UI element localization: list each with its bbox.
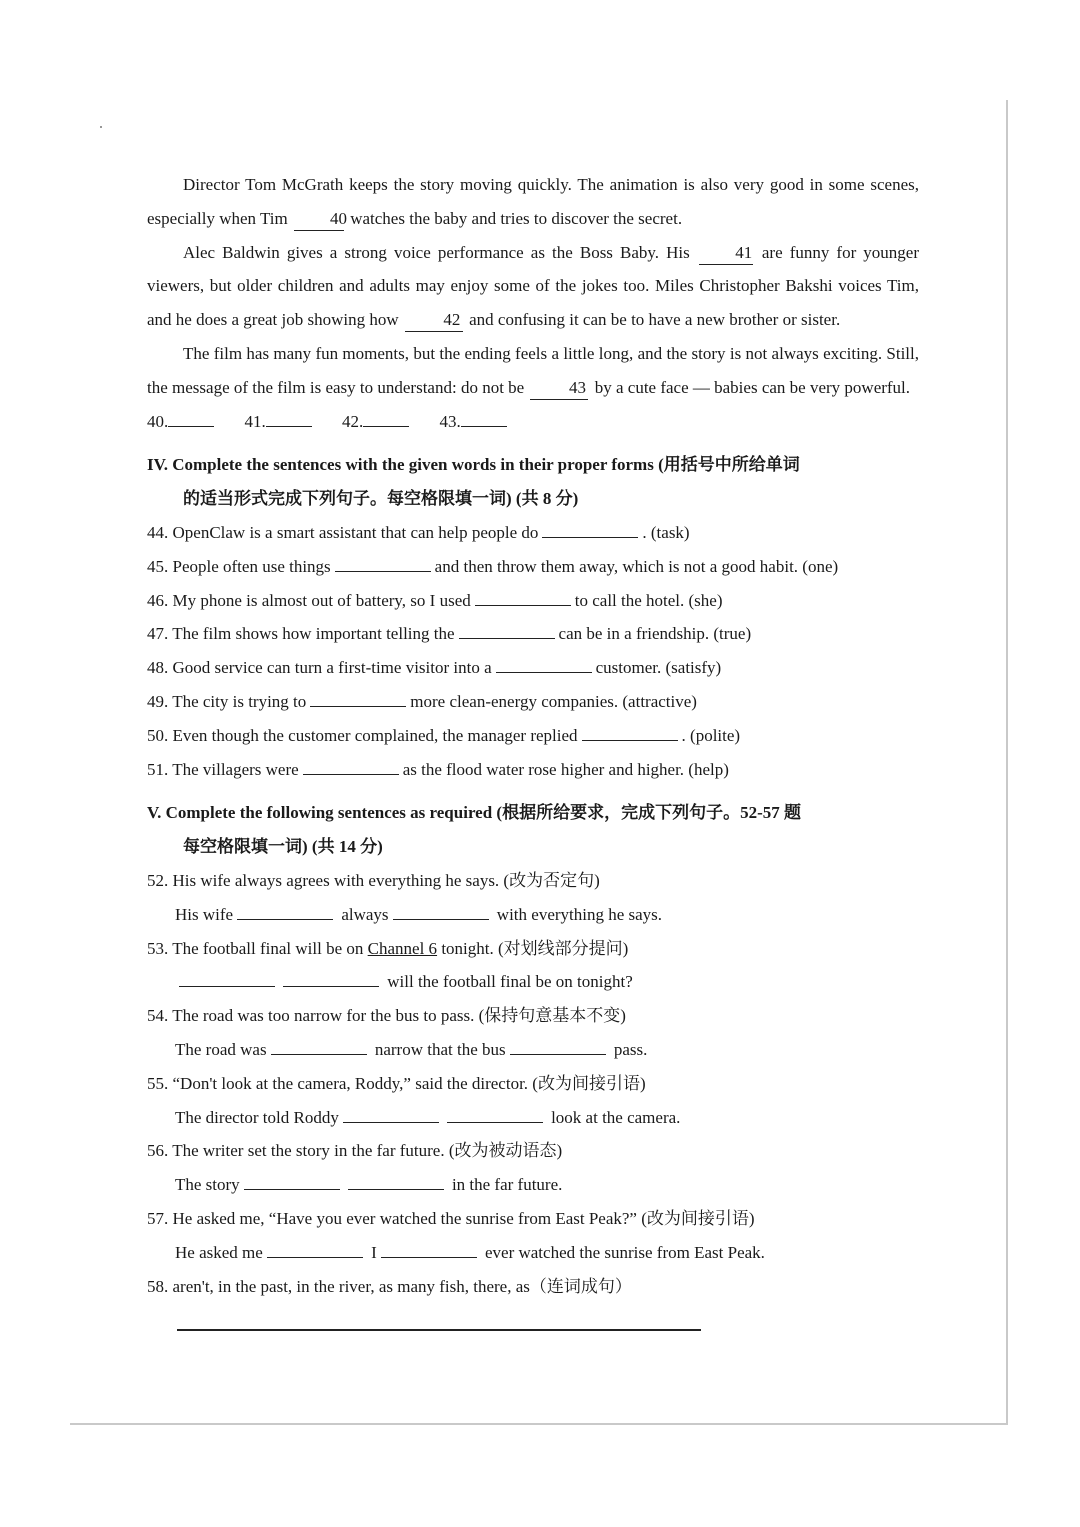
- answer-blank-43[interactable]: [461, 406, 507, 427]
- question-58: 58. aren't, in the past, in the river, as many fish, there, as（连词成句）: [147, 1276, 632, 1296]
- answer-blank[interactable]: [343, 1104, 439, 1123]
- answer-blank[interactable]: [310, 688, 406, 707]
- blank-42: 42: [405, 309, 463, 332]
- scan-speck: [100, 126, 102, 128]
- answer-blank[interactable]: [542, 519, 638, 538]
- answer-blank[interactable]: [348, 1171, 444, 1190]
- answer-blank-41[interactable]: [266, 406, 312, 427]
- question-45: 45. People often use things and then throw them away, which is not a good habit. (one): [147, 550, 919, 584]
- answer-blank[interactable]: [237, 901, 333, 920]
- question-53-answer: will the football final be on tonight?: [147, 965, 919, 999]
- blank-40: 40: [294, 208, 344, 231]
- answer-row: 40. 41. 42. 43.: [147, 405, 919, 439]
- answer-blank-42[interactable]: [363, 406, 409, 427]
- question-53: 53. The football final will be on Channel 6 tonight. (对划线部分提问): [147, 938, 629, 958]
- question-50: 50. Even though the customer complained, the manager replied . (polite): [147, 719, 919, 753]
- answer-blank[interactable]: [244, 1171, 340, 1190]
- exam-page: [147, 168, 919, 1331]
- answer-blank-40[interactable]: [168, 406, 214, 427]
- question-52-answer: His wife always with everything he says.: [147, 898, 919, 932]
- answer-blank[interactable]: [510, 1036, 606, 1055]
- question-57: 57. He asked me, “Have you ever watched the sunrise from East Peak?” (改为间接引语): [147, 1208, 755, 1228]
- question-55: 55. “Don't look at the camera, Roddy,” said the director. (改为间接引语): [147, 1073, 646, 1093]
- question-52: 52. His wife always agrees with everything he says. (改为否定句): [147, 870, 600, 890]
- question-57-answer: He asked me I ever watched the sunrise from East Peak.: [147, 1236, 919, 1270]
- blank-43: 43: [530, 377, 588, 400]
- question-54: 54. The road was too narrow for the bus to pass. (保持句意基本不变): [147, 1006, 626, 1026]
- section-5-heading: V. Complete the following sentences as required (根据所给要求，完成下列句子。52-57 题 每空格限填一词) (共 14 分): [147, 803, 802, 857]
- answer-blank[interactable]: [179, 968, 275, 987]
- section-4-heading: IV. Complete the sentences with the given words in their proper forms (用括号中所给单词 的适当形式完成下列句子。每空格限填一词) (共 8 分): [147, 455, 800, 509]
- passage-paragraph-2: Alec Baldwin gives a strong voice performance as the Boss Baby. His 41 are funny for younger viewers, but older children and adults may enjoy some of the jokes too. Miles Christopher Bakshi voices Tim, and he does a great job showing how 42 and confusing it can be to have a new brother or sister.: [147, 236, 919, 337]
- question-44: 44. OpenClaw is a smart assistant that can help people do . (task): [147, 516, 919, 550]
- answer-blank[interactable]: [283, 968, 379, 987]
- question-48: 48. Good service can turn a first-time visitor into a customer. (satisfy): [147, 651, 919, 685]
- question-49: 49. The city is trying to more clean-energy companies. (attractive): [147, 685, 919, 719]
- blank-41: 41: [699, 242, 753, 265]
- answer-blank[interactable]: [582, 722, 678, 741]
- scan-edge-right: [1006, 100, 1008, 1425]
- answer-blank[interactable]: [447, 1104, 543, 1123]
- question-46: 46. My phone is almost out of battery, so I used to call the hotel. (she): [147, 584, 919, 618]
- answer-blank[interactable]: [393, 901, 489, 920]
- scan-edge-bottom: [70, 1423, 1007, 1425]
- question-55-answer: The director told Roddy look at the camera.: [147, 1101, 919, 1135]
- answer-blank[interactable]: [335, 553, 431, 572]
- answer-blank[interactable]: [496, 654, 592, 673]
- question-54-answer: The road was narrow that the bus pass.: [147, 1033, 919, 1067]
- question-56: 56. The writer set the story in the far future. (改为被动语态): [147, 1141, 563, 1161]
- answer-line-58[interactable]: [177, 1327, 701, 1331]
- answer-blank[interactable]: [303, 756, 399, 775]
- answer-blank[interactable]: [459, 620, 555, 639]
- question-56-answer: The story in the far future.: [147, 1168, 919, 1202]
- question-51: 51. The villagers were as the flood water rose higher and higher. (help): [147, 753, 919, 787]
- underlined-phrase: Channel 6: [367, 938, 438, 958]
- answer-blank[interactable]: [271, 1036, 367, 1055]
- passage-paragraph-3: The film has many fun moments, but the ending feels a little long, and the story is not always exciting. Still, the message of the film is easy to understand: do not be 43 by a cute face — babies can be very powerful.: [147, 337, 919, 405]
- answer-blank[interactable]: [267, 1239, 363, 1258]
- answer-blank[interactable]: [381, 1239, 477, 1258]
- question-47: 47. The film shows how important telling the can be in a friendship. (true): [147, 617, 919, 651]
- answer-blank[interactable]: [475, 587, 571, 606]
- passage-paragraph-1: Director Tom McGrath keeps the story moving quickly. The animation is also very good in some scenes, especially when Tim 40 watches the baby and tries to discover the secret.: [147, 168, 919, 236]
